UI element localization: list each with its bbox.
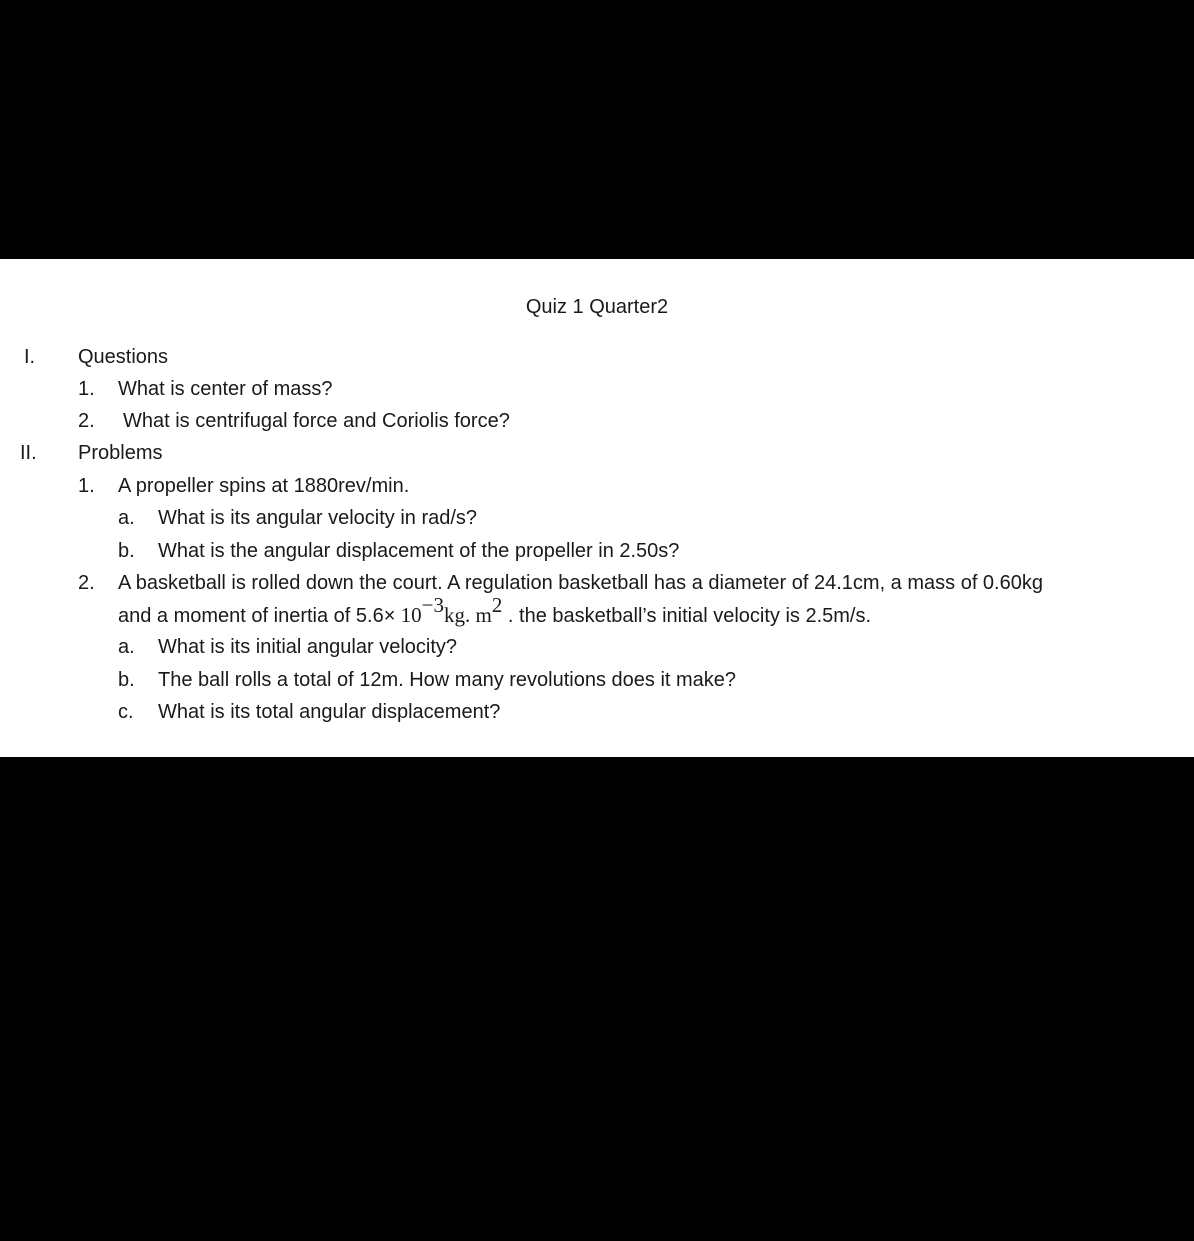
times-sign: × bbox=[383, 605, 396, 627]
quiz-document bbox=[0, 259, 1194, 757]
part-letter: b. bbox=[118, 540, 135, 562]
question-text: What is center of mass? bbox=[118, 378, 333, 400]
continuation-before: and a moment of inertia of 5.6 bbox=[118, 605, 384, 627]
power-exponent: −3 bbox=[421, 593, 444, 618]
unit-exponent: 2 bbox=[491, 593, 503, 618]
part-letter: c. bbox=[118, 701, 134, 723]
bottom-black-band bbox=[0, 757, 1194, 1241]
part-text: What is the angular displacement of the propeller in 2.50s? bbox=[158, 540, 680, 562]
part-text: What is its total angular displacement? bbox=[158, 701, 501, 723]
part-text: What is its angular velocity in rad/s? bbox=[158, 507, 478, 529]
problem-text: A propeller spins at 1880rev/min. bbox=[118, 475, 410, 497]
part-letter: a. bbox=[118, 636, 135, 658]
section-numeral: I. bbox=[24, 346, 36, 368]
question-text: What is centrifugal force and Coriolis force? bbox=[123, 410, 510, 432]
power-base: 10 bbox=[395, 603, 422, 627]
question-number: 1. bbox=[78, 378, 95, 400]
section-heading-questions: Questions bbox=[78, 346, 169, 368]
unit-text: kg. m bbox=[444, 603, 492, 627]
part-text: The ball rolls a total of 12m. How many revolutions does it make? bbox=[158, 669, 737, 691]
top-black-band bbox=[0, 0, 1194, 259]
part-letter: b. bbox=[118, 669, 135, 691]
problem-number: 1. bbox=[78, 475, 95, 497]
part-text: What is its initial angular velocity? bbox=[158, 636, 458, 658]
question-number: 2. bbox=[78, 410, 95, 432]
continuation-after: . the basketball’s initial velocity is 2.5m/s. bbox=[502, 605, 872, 627]
problem-number: 2. bbox=[78, 572, 95, 594]
document-title: Quiz 1 Quarter2 bbox=[525, 296, 669, 318]
problem-text-continuation bbox=[118, 593, 872, 628]
part-letter: a. bbox=[118, 507, 135, 529]
section-heading-problems: Problems bbox=[78, 442, 163, 464]
section-numeral: II. bbox=[20, 442, 37, 464]
problem-text: A basketball is rolled down the court. A regulation basketball has a diameter of 24.1cm, a mass of 0.60kg bbox=[118, 572, 1043, 594]
